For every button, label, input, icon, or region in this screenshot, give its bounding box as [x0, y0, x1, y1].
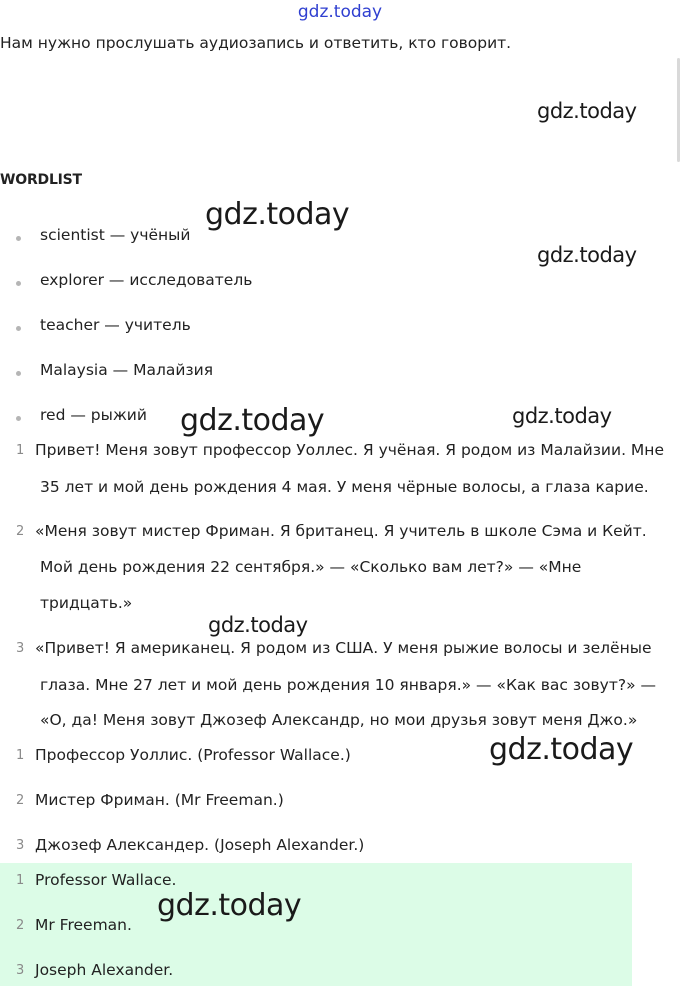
top-watermark: gdz.today — [297, 2, 383, 22]
text-line: Мой день рождения 22 сентября.» — «Сколько вам лет?» — «Мне — [40, 558, 582, 576]
answer-en: Mr Freeman. — [35, 916, 132, 934]
item-number: 1 — [16, 873, 25, 888]
text-line: «Меня зовут мистер Фриман. Я британец. Я учитель в школе Сэма и Кейт. — [35, 522, 647, 540]
text-line: «Привет! Я американец. Я родом из США. У меня рыжие волосы и зелёные — [35, 639, 652, 657]
watermark-text: gdz.today — [537, 99, 637, 123]
item-number: 3 — [16, 838, 25, 853]
bullet-icon — [16, 371, 21, 376]
item-number: 1 — [16, 748, 25, 763]
answer-ru: Профессор Уоллис. (Professor Wallace.) — [35, 746, 351, 764]
text-line: Привет! Меня зовут профессор Уоллес. Я учёная. Я родом из Малайзии. Мне — [35, 441, 664, 459]
bullet-icon — [16, 281, 21, 286]
answer-ru: Мистер Фриман. (Mr Freeman.) — [35, 791, 284, 809]
watermark-text: gdz.today — [208, 613, 308, 637]
item-number: 1 — [16, 443, 25, 458]
bullet-icon — [16, 326, 21, 331]
wordlist-item: Malaysia — Малайзия — [40, 361, 214, 379]
text-line: «О, да! Меня зовут Джозеф Александр, но мои друзья зовут меня Джо.» — [40, 711, 638, 729]
bullet-icon — [16, 416, 21, 421]
answer-en: Professor Wallace. — [35, 871, 177, 889]
item-number: 2 — [16, 918, 25, 933]
text-line: 35 лет и мой день рождения 4 мая. У меня чёрные волосы, а глаза карие. — [40, 478, 649, 496]
watermark-text: gdz.today — [489, 732, 634, 767]
answer-ru: Джозеф Александер. (Joseph Alexander.) — [35, 836, 365, 854]
watermark-text: gdz.today — [180, 403, 325, 438]
wordlist-heading: WORDLIST — [0, 172, 82, 188]
item-number: 2 — [16, 793, 25, 808]
intro-text: Нам нужно прослушать аудиозапись и ответить, кто говорит. — [0, 34, 512, 52]
watermark-text: gdz.today — [512, 404, 612, 428]
text-line: тридцать.» — [40, 594, 133, 612]
wordlist-item: red — рыжий — [40, 406, 147, 424]
watermark-text: gdz.today — [205, 197, 350, 232]
wordlist-item: scientist — учёный — [40, 226, 191, 244]
item-number: 3 — [16, 963, 25, 978]
answer-en: Joseph Alexander. — [35, 961, 174, 979]
text-line: глаза. Мне 27 лет и мой день рождения 10 января.» — «Как вас зовут?» — — [40, 676, 657, 694]
bullet-icon — [16, 236, 21, 241]
wordlist-item: explorer — исследователь — [40, 271, 253, 289]
watermark-text: gdz.today — [537, 243, 637, 267]
item-number: 2 — [16, 524, 25, 539]
item-number: 3 — [16, 641, 25, 656]
wordlist-item: teacher — учитель — [40, 316, 191, 334]
watermark-text: gdz.today — [157, 888, 302, 923]
